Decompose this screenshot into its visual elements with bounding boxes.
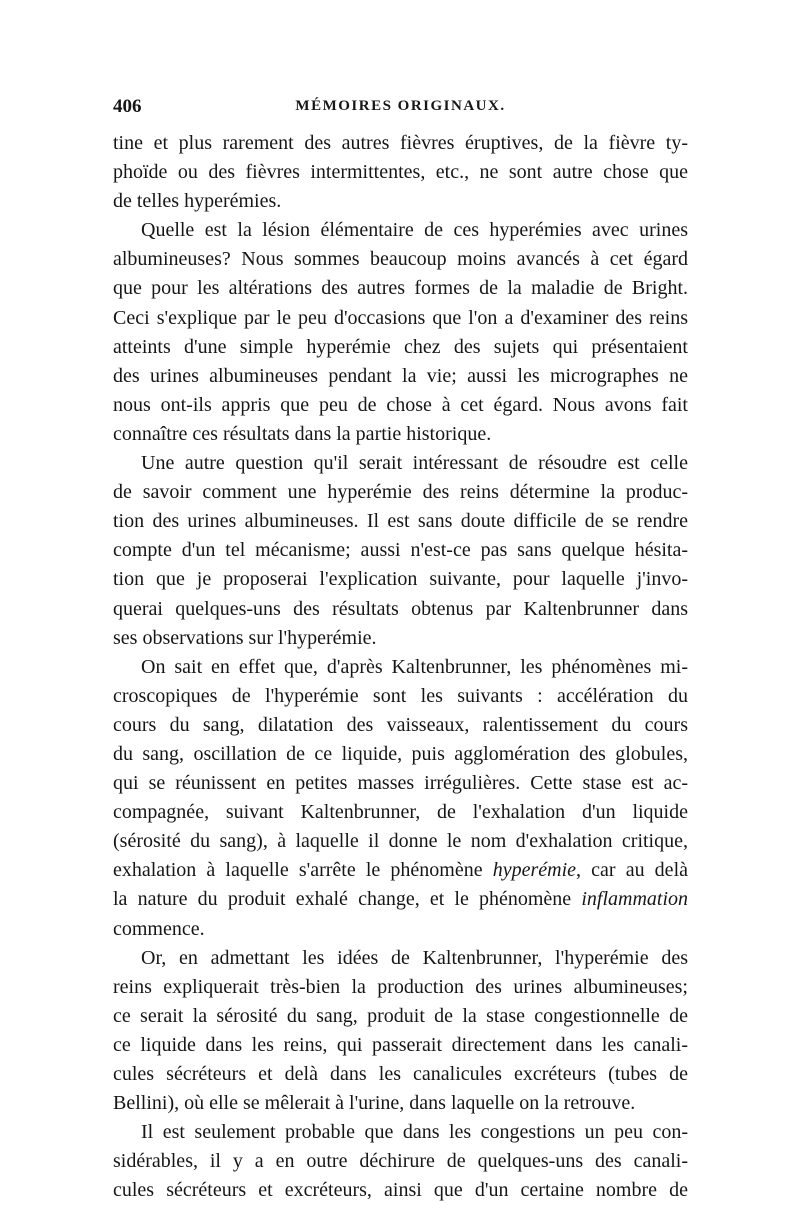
text-line: de savoir comment une hyperémie des reins détermine la produc- (113, 481, 688, 504)
running-title: MÉMOIRES ORIGINAUX. (295, 98, 506, 114)
running-head (113, 96, 688, 122)
text-line: du sang, oscillation de ce liquide, puis agglomération des globules, (113, 742, 688, 765)
italic-term: inflammation (581, 888, 688, 911)
text-line: tion des urines albumineuses. Il est sans doute difficile de se rendre (113, 510, 688, 533)
body-text (113, 129, 688, 1205)
text-line: nous ont-ils appris que peu de chose à cet égard. Nous avons fait (113, 393, 688, 416)
text-line: compte d'un tel mécanisme; aussi n'est-ce pas sans quelque hésita- (113, 539, 688, 562)
text-line: ses observations sur l'hyperémie. (113, 626, 377, 649)
text-segment: exhalation à laquelle s'arrête le phénomène (113, 859, 483, 882)
text-line: cours du sang, dilatation des vaisseaux, ralentissement du cours (113, 713, 688, 736)
paragraph-first-line: Quelle est la lésion élémentaire de ces hyperémies avec urines (141, 219, 688, 242)
italic-term: hyperémie (492, 859, 577, 882)
text-line-with-italic (113, 856, 688, 885)
text-line: de telles hyperémies. (113, 190, 282, 213)
text-line-with-italic (113, 885, 688, 914)
text-line: albumineuses? Nous sommes beaucoup moins avancés à cet égard (113, 248, 688, 271)
text-line: cules sécréteurs et delà dans les canalicules excréteurs (tubes de (113, 1063, 688, 1085)
text-line: sidérables, il y a en outre déchirure de quelques-uns des canali- (113, 1150, 688, 1173)
text-line: tion que je proposerai l'explication suivante, pour laquelle j'invo- (113, 568, 688, 591)
page-number: 406 (113, 96, 142, 117)
text-segment: la nature du produit exhalé change, et le phénomène (113, 888, 582, 911)
text-line: atteints d'une simple hyperémie chez des sujets qui présentaient (113, 335, 688, 358)
text-line: qui se réunissent en petites masses irrégulières. Cette stase est ac- (113, 772, 688, 795)
text-line: phoïde ou des fièvres intermittentes, etc., ne sont autre chose que (113, 161, 688, 184)
text-line: connaître ces résultats dans la partie historique. (113, 422, 492, 445)
text-line: tine et plus rarement des autres fièvres éruptives, de la fièvre ty- (113, 132, 688, 154)
text-line: reins expliquerait très-bien la production des urines albumineuses; (113, 975, 688, 998)
paragraph-first-line: Or, en admettant les idées de Kaltenbrunner, l'hyperémie des (141, 946, 688, 969)
paragraph-first-line: On sait en effet que, d'après Kaltenbrunner, les phénomènes mi- (141, 655, 688, 678)
paragraph-first-line: Une autre question qu'il serait intéressant de résoudre est celle (141, 452, 688, 475)
text-line: querai quelques-uns des résultats obtenus par Kaltenbrunner dans (113, 597, 688, 620)
text-line: commence. (113, 917, 205, 940)
text-line: que pour les altérations des autres formes de la maladie de Bright. (113, 277, 688, 300)
text-line: Bellini), où elle se mêlerait à l'urine, dans laquelle on la retrouve. (113, 1092, 636, 1115)
text-line: compagnée, suivant Kaltenbrunner, de l'exhalation d'un liquide (113, 801, 688, 824)
text-line: des urines albumineuses pendant la vie; aussi les micrographes ne (113, 364, 688, 387)
text-line: croscopiques de l'hyperémie sont les suivants : accélération du (113, 684, 688, 707)
text-line: ce liquide dans les reins, qui passerait directement dans les canali- (113, 1033, 688, 1056)
text-segment: , car au delà (576, 859, 688, 882)
text-line: Ceci s'explique par le peu d'occasions que l'on a d'examiner des reins (113, 306, 688, 329)
text-line: ce serait la sérosité du sang, produit de la stase congestionnelle de (113, 1004, 688, 1027)
paragraph-first-line: Il est seulement probable que dans les congestions un peu con- (141, 1121, 688, 1144)
text-line: (sérosité du sang), à laquelle il donne le nom d'exhalation critique, (113, 830, 688, 853)
text-line: cules sécréteurs et excréteurs, ainsi que d'un certaine nombre de (113, 1179, 688, 1202)
